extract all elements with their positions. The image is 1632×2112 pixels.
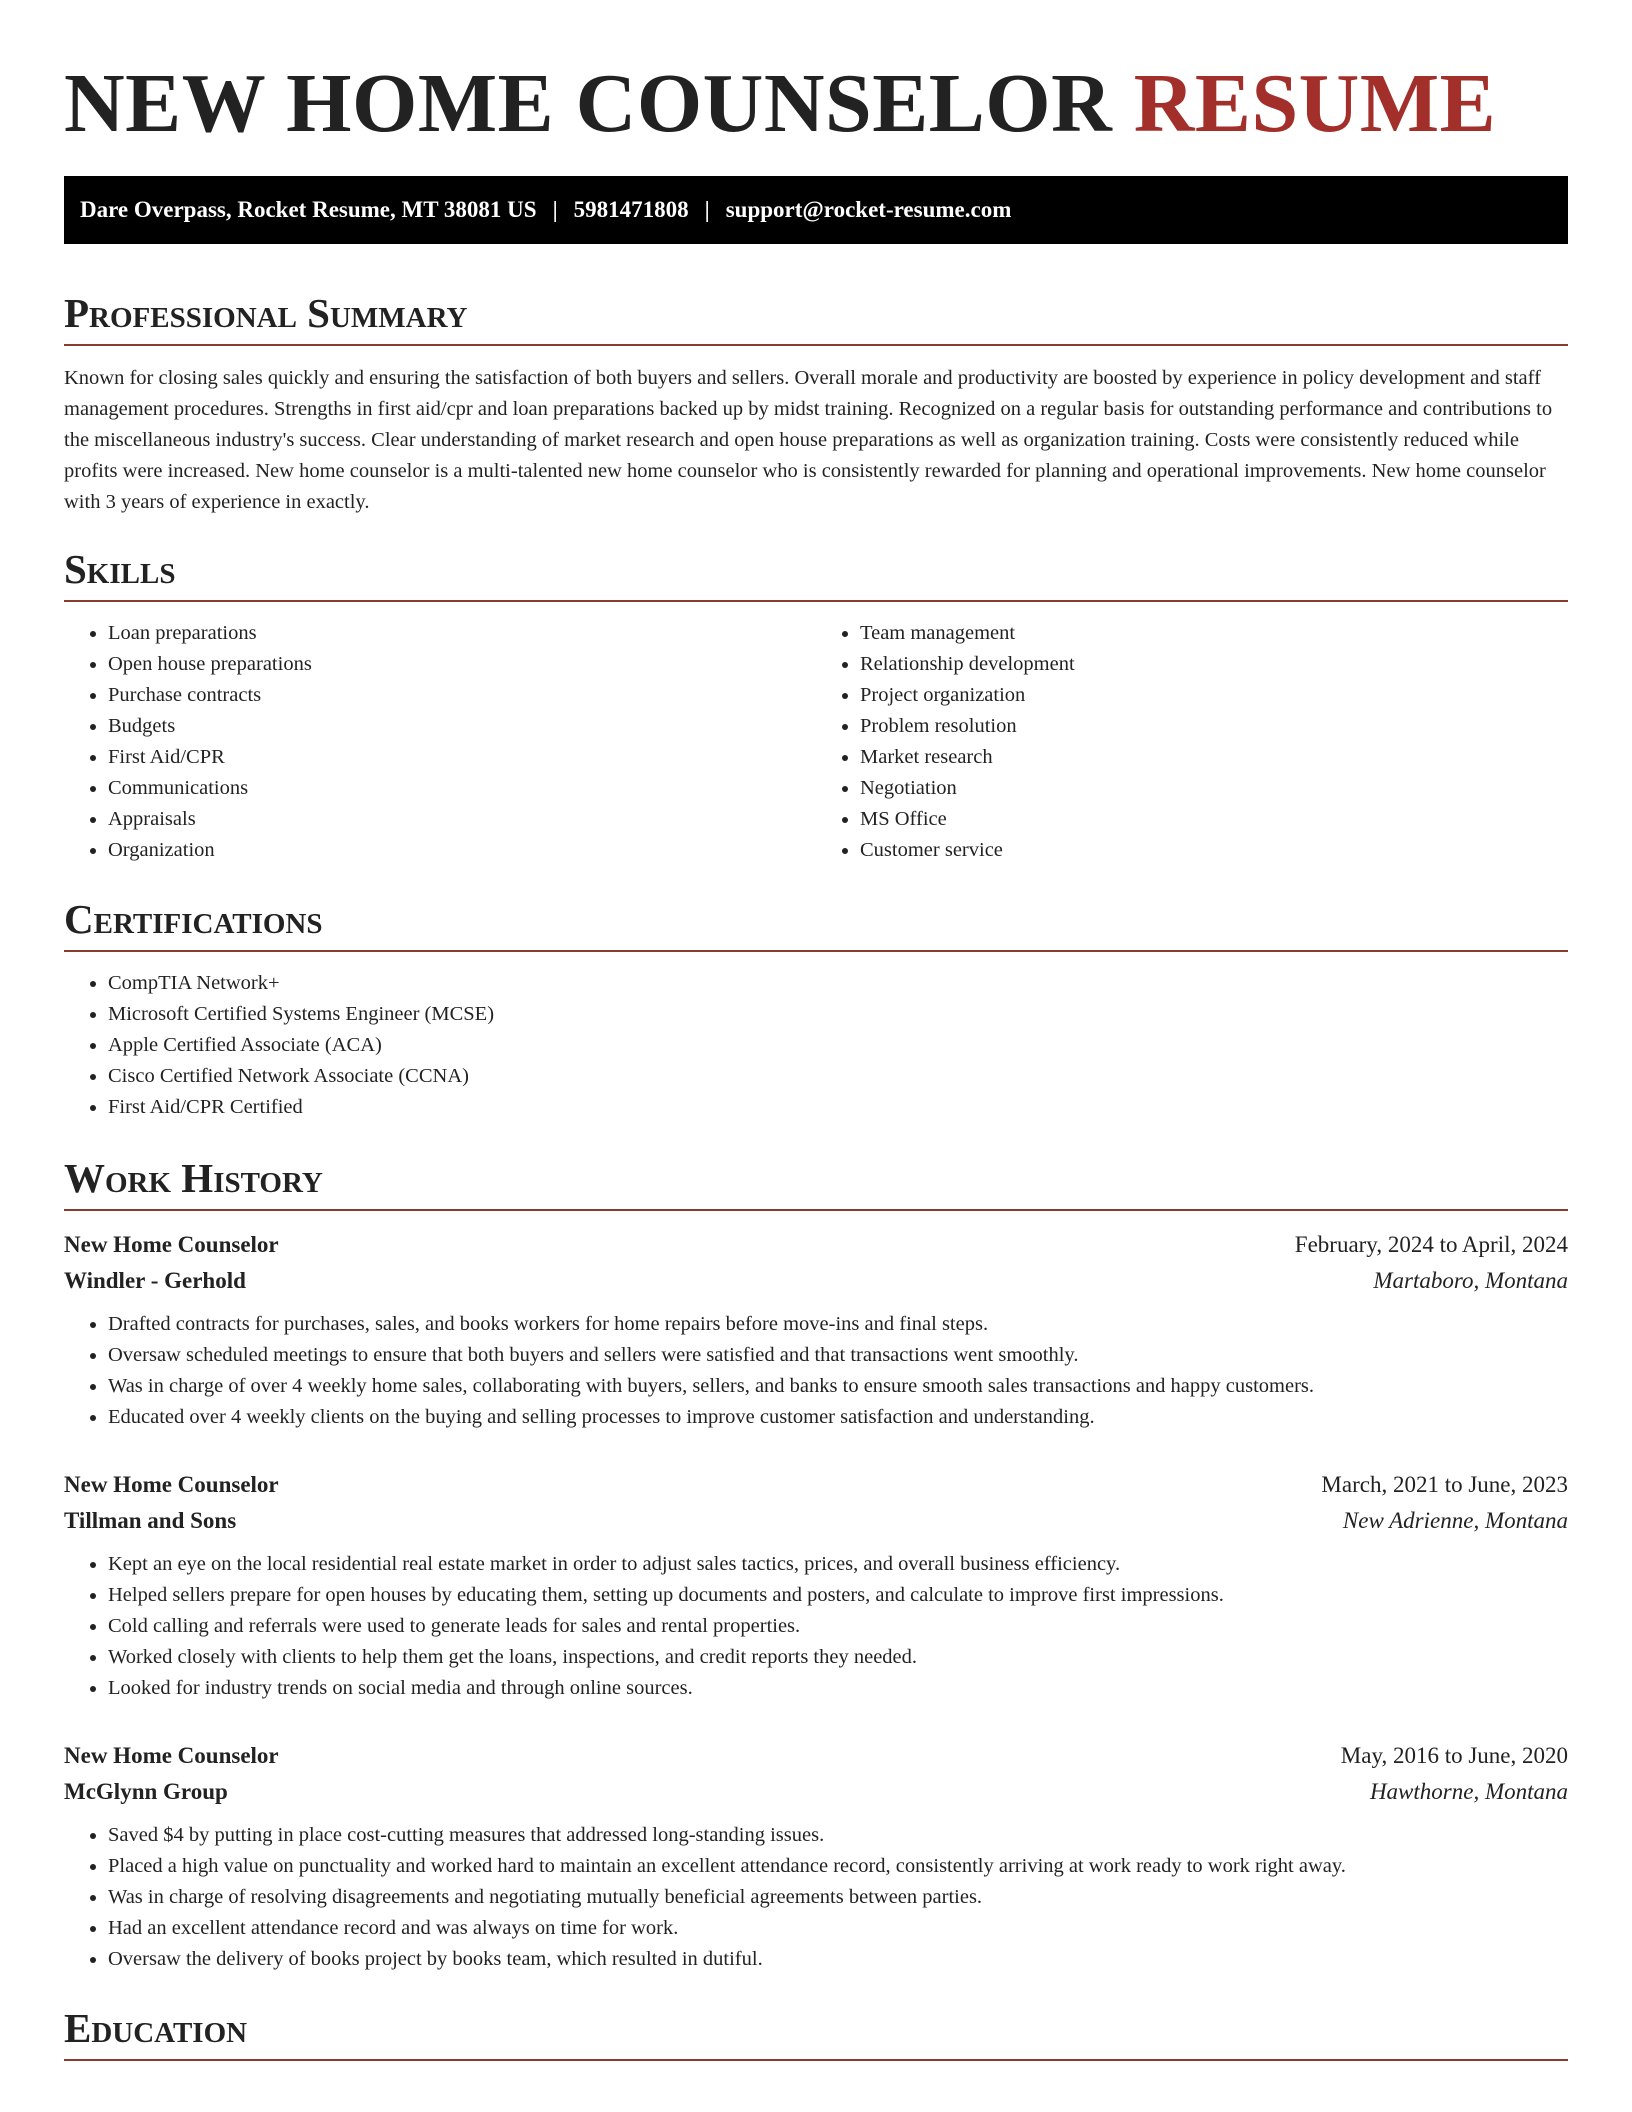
job-location: Hawthorne, Montana bbox=[1369, 1779, 1568, 1804]
skill-item: • Purchase contracts bbox=[108, 680, 816, 711]
job-title: New Home Counselor bbox=[64, 1472, 279, 1497]
job-company-row bbox=[64, 1503, 1568, 1539]
resume-page bbox=[64, 0, 1568, 2061]
job-header-row bbox=[64, 1738, 1568, 1774]
job-dates: February, 2024 to April, 2024 bbox=[1294, 1232, 1568, 1257]
certification-item: • First Aid/CPR Certified bbox=[108, 1092, 1568, 1123]
section-heading-certifications: Certifications bbox=[64, 894, 1568, 952]
job-bullet: • Oversaw the delivery of books project by books team, which resulted in dutiful. bbox=[108, 1944, 1568, 1975]
certification-item: • Cisco Certified Network Associate (CCNA) bbox=[108, 1061, 1568, 1092]
summary-text: Known for closing sales quickly and ensuring the satisfaction of both buyers and sellers. Overall morale and productivity are boosted by experience in policy development and staff management procedures. Strengths in first aid/cpr and loan preparations backed up by midst training. Recognized on a regular basis for outstanding performance and contributions to the miscellaneous industry's success. Clear understanding of market research and open house preparations as well as organization training. Costs were consistently reduced while profits were increased. New home counselor is a multi-talented new home counselor who is consistently rewarded for planning and operational improvements. New home counselor with 3 years of experience in exactly. bbox=[64, 367, 1553, 513]
section-heading-summary: Professional Summary bbox=[64, 288, 1568, 346]
job-bullet: • Helped sellers prepare for open houses by educating them, setting up documents and posters, and calculate to improve first impressions. bbox=[108, 1580, 1568, 1611]
skill-item: • Open house preparations bbox=[108, 649, 816, 680]
skill-item: • Market research bbox=[860, 742, 1568, 773]
job-bullet: • Cold calling and referrals were used to generate leads for sales and rental properties. bbox=[108, 1611, 1568, 1642]
job-entry bbox=[64, 1227, 1568, 1433]
skill-item: • Negotiation bbox=[860, 773, 1568, 804]
skills-section bbox=[64, 544, 1568, 866]
job-company-row bbox=[64, 1263, 1568, 1299]
education-section bbox=[64, 2003, 1568, 2061]
contact-separator: | bbox=[704, 197, 710, 222]
work-history-section bbox=[64, 1153, 1568, 1975]
skill-item: • Customer service bbox=[860, 835, 1568, 866]
job-bullet: • Drafted contracts for purchases, sales, and books workers for home repairs before move-ins and final steps. bbox=[108, 1309, 1568, 1340]
skill-item: • Loan preparations bbox=[108, 618, 816, 649]
job-entry bbox=[64, 1467, 1568, 1704]
certifications-section bbox=[64, 894, 1568, 1123]
section-heading-work-history: Work History bbox=[64, 1153, 1568, 1211]
skill-item: • Budgets bbox=[108, 711, 816, 742]
resume-title bbox=[64, 54, 1568, 154]
certification-item: • Apple Certified Associate (ACA) bbox=[108, 1030, 1568, 1061]
job-bullets bbox=[64, 1820, 1568, 1975]
contact-bar bbox=[64, 176, 1568, 244]
job-bullet: • Saved $4 by putting in place cost-cutting measures that addressed long-standing issues. bbox=[108, 1820, 1568, 1851]
job-bullet: • Oversaw scheduled meetings to ensure that both buyers and sellers were satisfied and that transactions went smoothly. bbox=[108, 1340, 1568, 1371]
skills-grid bbox=[64, 618, 1568, 866]
job-location: New Adrienne, Montana bbox=[1342, 1508, 1568, 1533]
job-bullet: • Educated over 4 weekly clients on the buying and selling processes to improve customer satisfaction and understanding. bbox=[108, 1402, 1568, 1433]
job-header-row bbox=[64, 1227, 1568, 1263]
section-heading-education: Education bbox=[64, 2003, 1568, 2061]
job-bullet: • Worked closely with clients to help them get the loans, inspections, and credit reports they needed. bbox=[108, 1642, 1568, 1673]
contact-email: support@rocket-resume.com bbox=[725, 197, 1012, 222]
job-dates: March, 2021 to June, 2023 bbox=[1321, 1472, 1568, 1497]
job-company: Tillman and Sons bbox=[64, 1508, 237, 1533]
skill-item: • Relationship development bbox=[860, 649, 1568, 680]
skill-item: • Project organization bbox=[860, 680, 1568, 711]
skill-item: • MS Office bbox=[860, 804, 1568, 835]
job-company: Windler - Gerhold bbox=[64, 1268, 246, 1293]
job-bullet: • Placed a high value on punctuality and worked hard to maintain an excellent attendance record, consistently arriving at work ready to work right away. bbox=[108, 1851, 1568, 1882]
job-bullet: • Looked for industry trends on social media and through online sources. bbox=[108, 1673, 1568, 1704]
job-company-row bbox=[64, 1774, 1568, 1810]
summary-section bbox=[64, 288, 1568, 518]
certification-item: • Microsoft Certified Systems Engineer (MCSE) bbox=[108, 999, 1568, 1030]
contact-address: Dare Overpass, Rocket Resume, MT 38081 US bbox=[80, 197, 537, 222]
job-bullets bbox=[64, 1309, 1568, 1433]
job-bullet: • Had an excellent attendance record and was always on time for work. bbox=[108, 1913, 1568, 1944]
job-bullets bbox=[64, 1549, 1568, 1704]
title-accent: RESUME bbox=[1133, 57, 1497, 150]
title-main: NEW HOME COUNSELOR bbox=[64, 57, 1113, 150]
job-location: Martaboro, Montana bbox=[1373, 1268, 1568, 1293]
skill-item: • Appraisals bbox=[108, 804, 816, 835]
skills-list-right bbox=[816, 618, 1568, 866]
section-heading-skills: Skills bbox=[64, 544, 1568, 602]
skills-list-left bbox=[64, 618, 816, 866]
job-bullet: • Was in charge of over 4 weekly home sales, collaborating with buyers, sellers, and banks to ensure smooth sales transactions and happy customers. bbox=[108, 1371, 1568, 1402]
job-dates: May, 2016 to June, 2020 bbox=[1340, 1743, 1568, 1768]
certifications-list bbox=[64, 968, 1568, 1123]
job-title: New Home Counselor bbox=[64, 1232, 279, 1257]
job-entry bbox=[64, 1738, 1568, 1975]
contact-separator: | bbox=[552, 197, 558, 222]
job-bullet: • Kept an eye on the local residential real estate market in order to adjust sales tactics, prices, and overall business efficiency. bbox=[108, 1549, 1568, 1580]
skill-item: • Problem resolution bbox=[860, 711, 1568, 742]
certification-item: • CompTIA Network+ bbox=[108, 968, 1568, 999]
skill-item: • Team management bbox=[860, 618, 1568, 649]
skill-item: • First Aid/CPR bbox=[108, 742, 816, 773]
skill-item: • Organization bbox=[108, 835, 816, 866]
contact-phone: 5981471808 bbox=[573, 197, 689, 222]
job-header-row bbox=[64, 1467, 1568, 1503]
job-company: McGlynn Group bbox=[64, 1779, 228, 1804]
skill-item: • Communications bbox=[108, 773, 816, 804]
job-title: New Home Counselor bbox=[64, 1743, 279, 1768]
job-bullet: • Was in charge of resolving disagreements and negotiating mutually beneficial agreements between parties. bbox=[108, 1882, 1568, 1913]
